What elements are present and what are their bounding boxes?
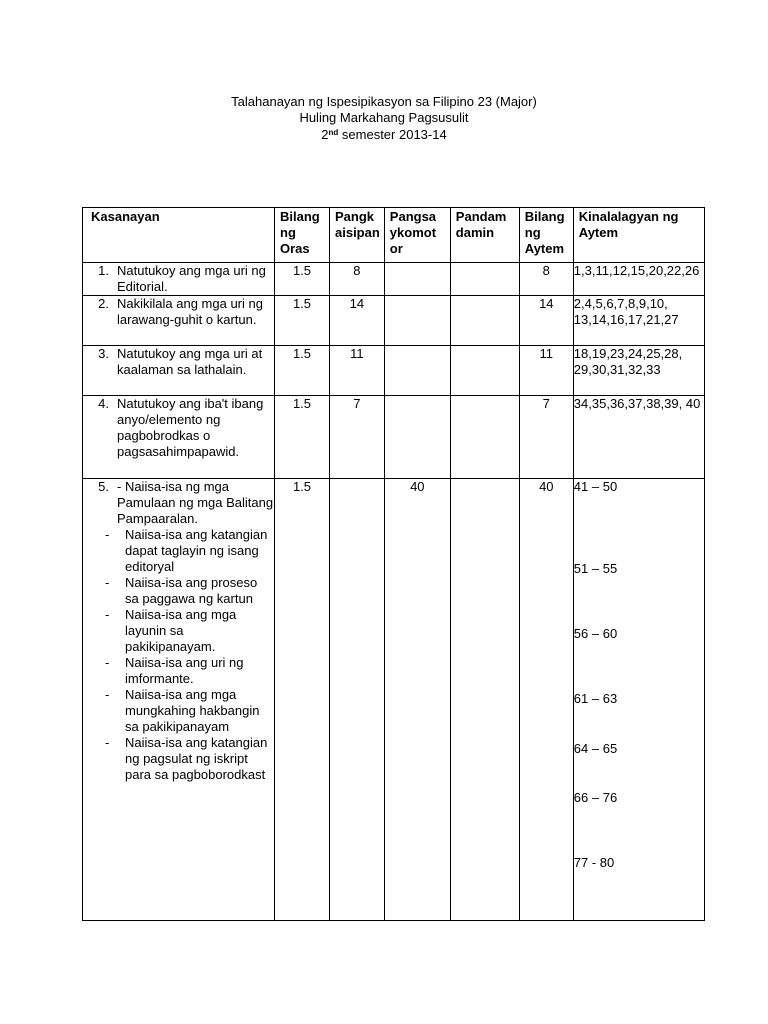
header-bilang-oras: Bilang ng Oras	[275, 208, 330, 263]
oras-cell: 1.5	[275, 296, 330, 346]
semester-ordinal: nd	[328, 128, 339, 137]
table-header-row	[83, 208, 705, 263]
table-row	[83, 479, 705, 921]
dash-marker: -	[105, 735, 110, 750]
pangsaykomotor-cell: 40	[384, 479, 450, 921]
skill-text: Natutukoy ang mga uri at kaalaman sa lathalain.	[117, 346, 263, 377]
sub-skill-text: Naiisa-isa ang katangian ng pagsulat ng iskript para sa pagboborodkast	[125, 735, 268, 782]
item-number: 2.	[98, 296, 109, 311]
location-range: 61 – 63	[573, 691, 618, 706]
sub-skill	[105, 655, 274, 687]
kinalalagyan-cell: 18,19,23,24,25,28, 29,30,31,32,33	[573, 346, 704, 396]
header-kasanayan: Kasanayan	[83, 208, 275, 263]
pandamdamin-cell	[450, 479, 519, 921]
semester-number: 2	[321, 127, 329, 142]
header-pandamdamin: Pandam damin	[450, 208, 519, 263]
kinalalagyan-cell	[573, 479, 704, 921]
skill-text: - Naiisa-isa ng mga Pamulaan ng mga Balitang Pampaaralan.	[117, 479, 274, 526]
header-pangkaisipan: Pangk aisipan	[330, 208, 385, 263]
skill-cell	[83, 396, 275, 479]
kinalalagyan-cell: 1,3,11,12,15,20,22,26	[573, 263, 704, 296]
sub-skill-text: Naiisa-isa ang proseso sa paggawa ng kartun	[125, 575, 258, 606]
skill-cell	[83, 479, 275, 921]
dash-marker: -	[105, 575, 110, 590]
pandamdamin-cell	[450, 296, 519, 346]
table-row	[83, 296, 705, 346]
sub-skill-text: Naiisa-isa ang uri ng imformante.	[125, 655, 244, 686]
dash-marker: -	[105, 607, 110, 622]
header-pangsaykomotor: Pangsa ykomot or	[384, 208, 450, 263]
dash-marker: -	[105, 527, 110, 542]
specification-table	[82, 207, 705, 921]
pangkaisipan-cell: 8	[330, 263, 385, 296]
semester-line	[0, 127, 768, 143]
oras-cell: 1.5	[275, 396, 330, 479]
sub-skill	[105, 687, 274, 735]
oras-cell: 1.5	[275, 479, 330, 921]
aytem-cell: 7	[519, 396, 573, 479]
table-row	[83, 396, 705, 479]
aytem-cell: 14	[519, 296, 573, 346]
sub-skill-text: Naiisa-isa ang katangian dapat taglayin ng isang editoryal	[125, 527, 268, 574]
pandamdamin-cell	[450, 263, 519, 296]
sub-skill	[105, 527, 274, 575]
pangkaisipan-cell: 11	[330, 346, 385, 396]
location-range: 66 – 76	[573, 790, 618, 805]
sub-skill-text: Naiisa-isa ang mga mungkahing hakbangin sa pakikipanayam	[125, 687, 260, 734]
sub-skill	[105, 735, 274, 783]
pangsaykomotor-cell	[384, 346, 450, 396]
pandamdamin-cell	[450, 396, 519, 479]
location-range: 77 - 80	[573, 855, 615, 870]
pangsaykomotor-cell	[384, 396, 450, 479]
sub-skill	[105, 575, 274, 607]
pandamdamin-cell	[450, 346, 519, 396]
sub-skill-text: Naiisa-isa ang mga layunin sa pakikipanayam.	[125, 607, 237, 654]
pangsaykomotor-cell	[384, 263, 450, 296]
skill-cell	[83, 346, 275, 396]
sub-skill	[105, 607, 274, 655]
skill-cell	[83, 263, 275, 296]
dash-marker: -	[105, 687, 110, 702]
location-range: 41 – 50	[573, 479, 618, 494]
aytem-cell: 11	[519, 346, 573, 396]
semester-text: semester 2013-14	[338, 127, 447, 142]
dash-marker: -	[105, 655, 110, 670]
table-row	[83, 263, 705, 296]
kinalalagyan-cell: 34,35,36,37,38,39, 40	[573, 396, 704, 479]
kinalalagyan-cell: 2,4,5,6,7,8,9,10, 13,14,16,17,21,27	[573, 296, 704, 346]
skill-text: Natutukoy ang mga uri ng Editorial.	[117, 263, 266, 294]
item-number: 5.	[98, 479, 109, 494]
skill-text: Nakikilala ang mga uri ng larawang-guhit o kartun.	[117, 296, 263, 327]
header-bilang-aytem: Bilang ng Aytem	[519, 208, 573, 263]
document-title: Talahanayan ng Ispesipikasyon sa Filipino 23 (Major)	[231, 94, 537, 109]
location-range: 64 – 65	[573, 741, 618, 756]
location-range: 51 – 55	[573, 561, 618, 576]
pangkaisipan-cell: 7	[330, 396, 385, 479]
item-number: 3.	[98, 346, 109, 361]
header-kinalalagyan: Kinalalagyan ng Aytem	[573, 208, 704, 263]
pangsaykomotor-cell	[384, 296, 450, 346]
oras-cell: 1.5	[275, 263, 330, 296]
item-number: 4.	[98, 396, 109, 411]
aytem-cell: 40	[519, 479, 573, 921]
pangkaisipan-cell: 14	[330, 296, 385, 346]
table-row	[83, 346, 705, 396]
skill-cell	[83, 296, 275, 346]
location-range: 56 – 60	[573, 626, 618, 641]
document-subtitle: Huling Markahang Pagsusulit	[299, 110, 469, 125]
skill-text: Natutukoy ang iba't ibang anyo/elemento ng pagbobrodkas o pagsasahimpapawid.	[117, 396, 264, 459]
pangkaisipan-cell	[330, 479, 385, 921]
item-number: 1.	[98, 263, 109, 278]
aytem-cell: 8	[519, 263, 573, 296]
oras-cell: 1.5	[275, 346, 330, 396]
